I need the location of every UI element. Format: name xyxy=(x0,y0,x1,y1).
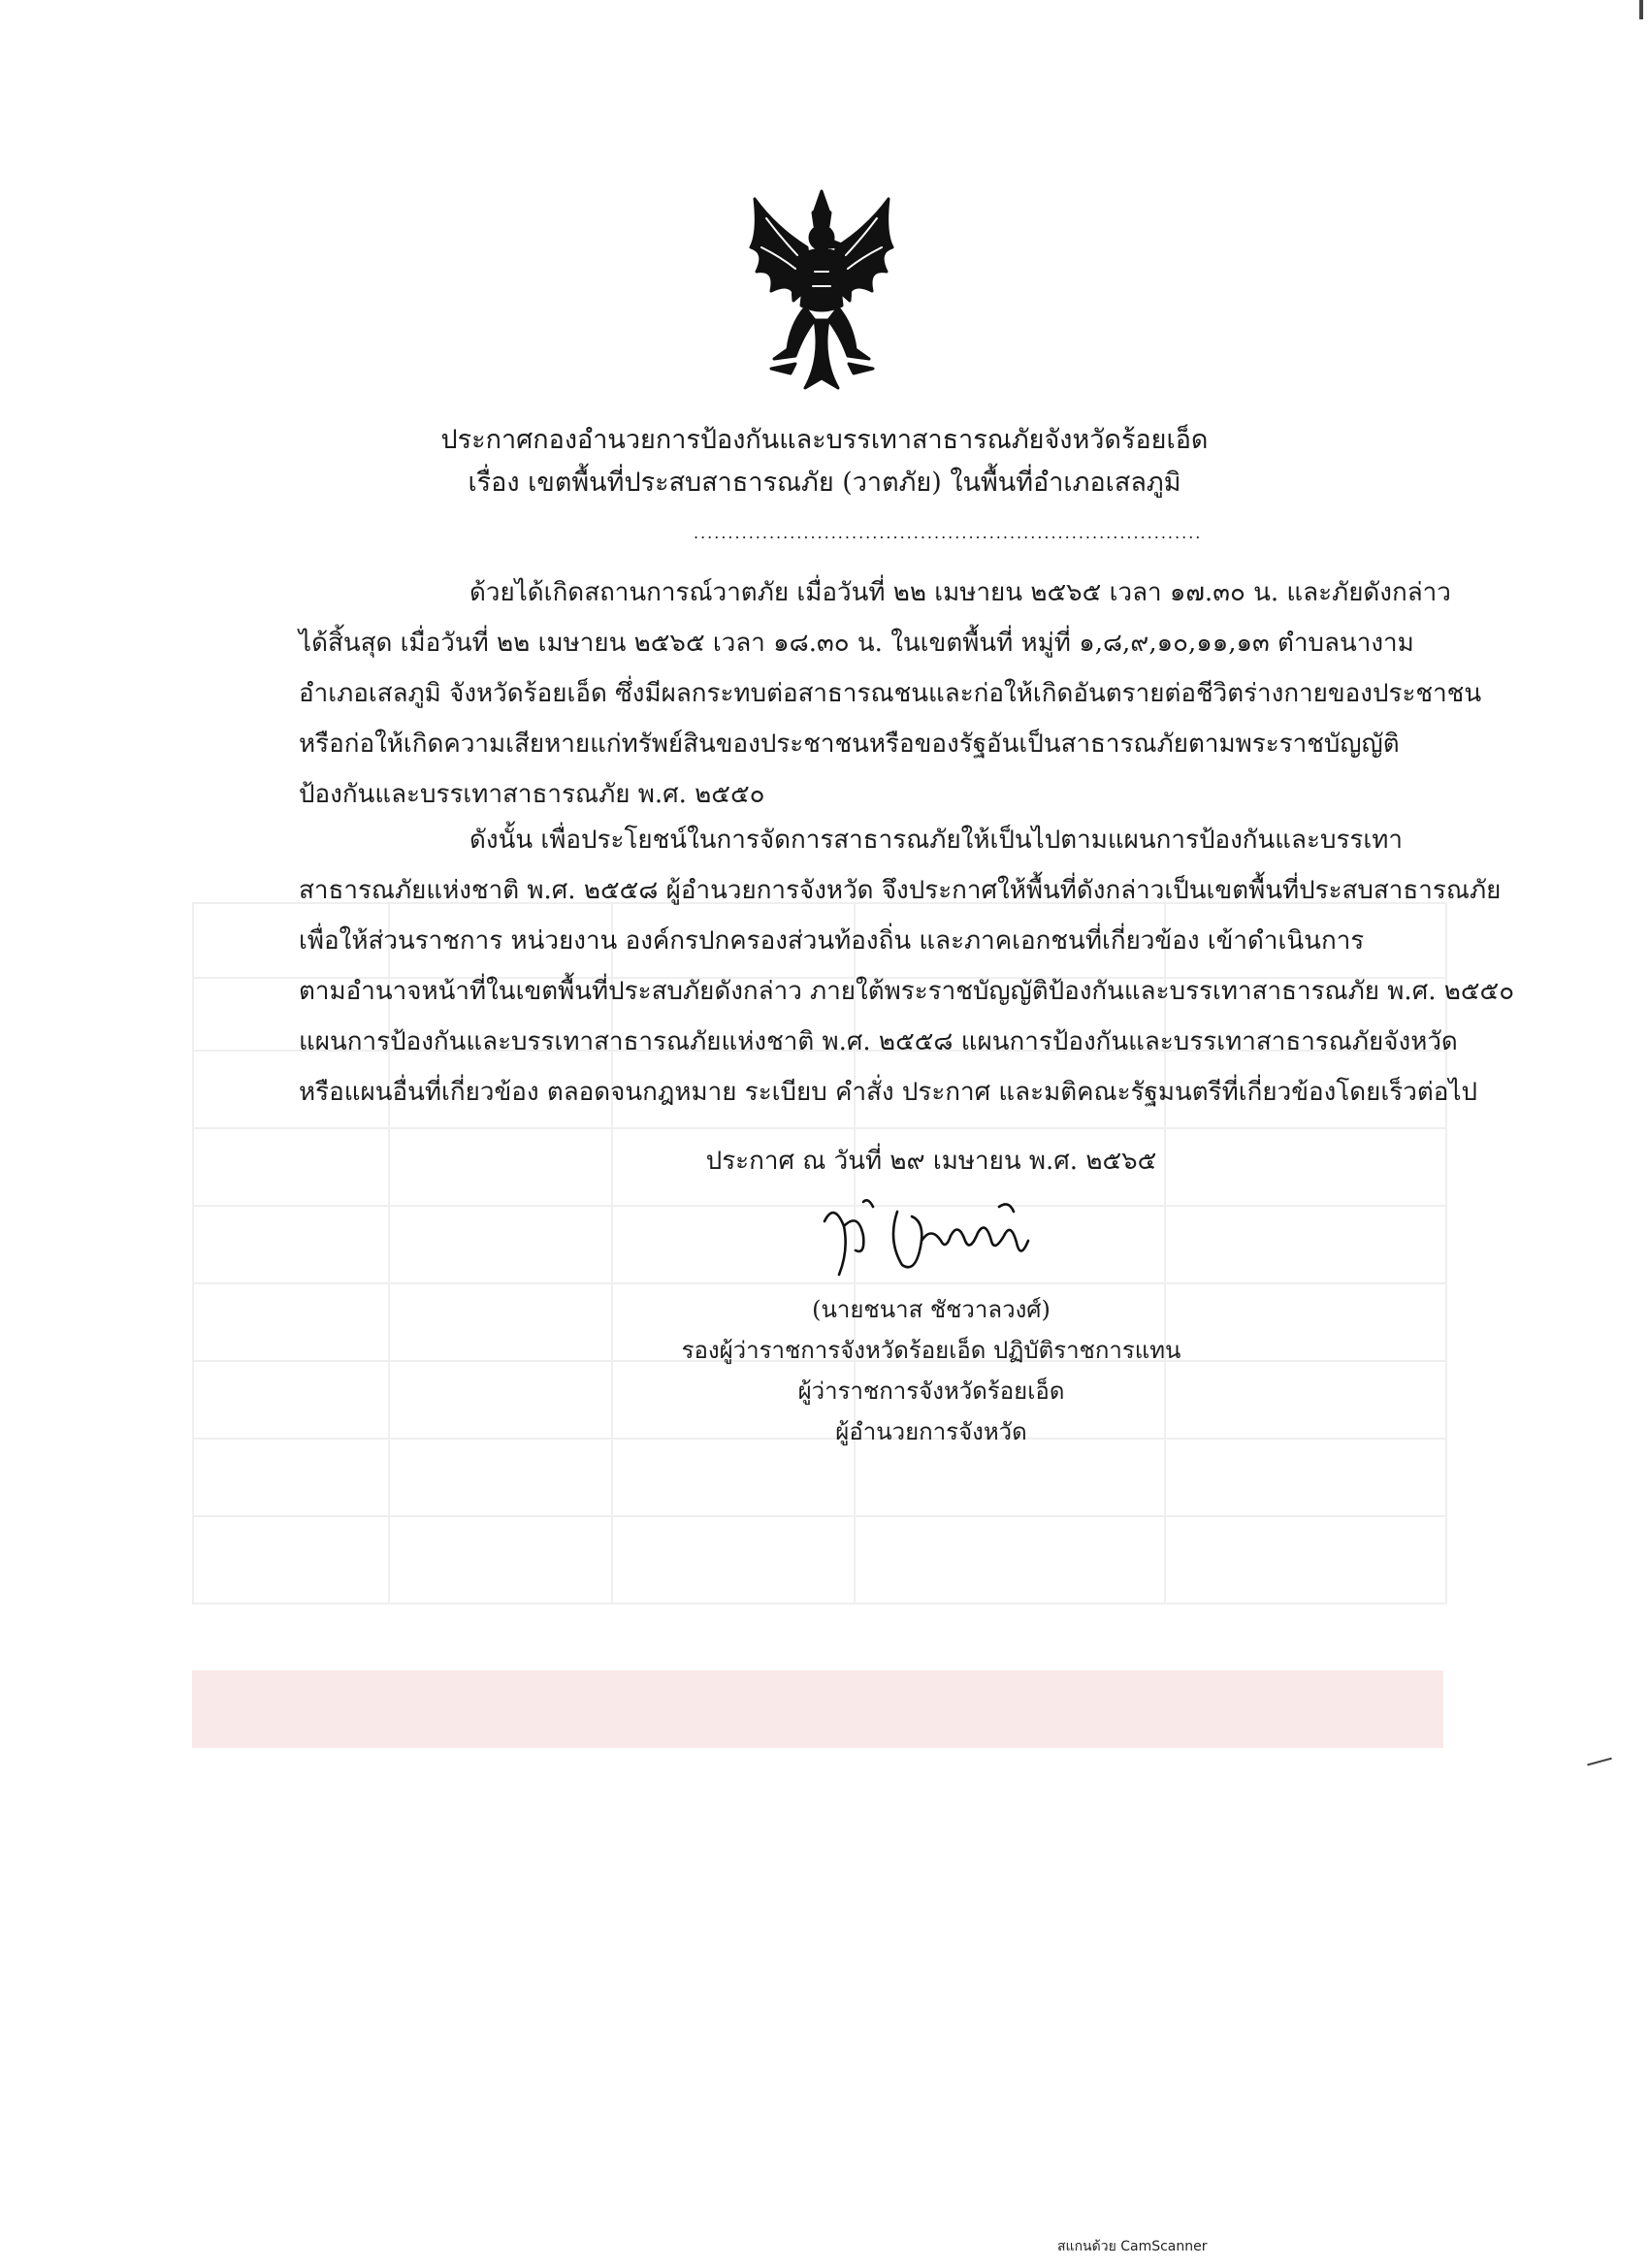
garuda-emblem-icon xyxy=(737,179,907,407)
signer-position-1: รองผู้ว่าราชการจังหวัดร้อยเอ็ด ปฏิบัติราชการแทน xyxy=(681,1337,1181,1364)
signer-name: (นายชนาส ชัชวาลวงศ์) xyxy=(812,1296,1051,1323)
scan-edge-mark xyxy=(1639,0,1643,19)
paragraph-1-line: หรือก่อให้เกิดความเสียหายแก่ทรัพย์สินของประชาชนหรือของรัฐอันเป็นสาธารณภัยตามพระราชบัญญัติ xyxy=(299,729,1400,759)
heading-separator: .......................................................................... xyxy=(694,524,1203,542)
paragraph-2-line: ตามอำนาจหน้าที่ในเขตพื้นที่ประสบภัยดังกล่าว ภายใต้พระราชบัญญัติป้องกันและบรรเทาสาธารณภัย พ.ศ. ๒๕๕๐ xyxy=(299,977,1515,1006)
paragraph-2-line: ดังนั้น เพื่อประโยชน์ในการจัดการสาธารณภัยให้เป็นไปตามแผนการป้องกันและบรรเทา xyxy=(469,826,1403,855)
paragraph-1-line: ป้องกันและบรรเทาสาธารณภัย พ.ศ. ๒๕๕๐ xyxy=(299,780,765,809)
paragraph-1-line: อำเภอเสลภูมิ จังหวัดร้อยเอ็ด ซึ่งมีผลกระทบต่อสาธารณชนและก่อให้เกิดอันตรายต่อชีวิตร่างกายของประชาชน xyxy=(299,679,1482,708)
bleed-through-band xyxy=(192,1670,1443,1748)
paragraph-2 xyxy=(299,815,1515,1118)
announce-date: ประกาศ ณ วันที่ ๒๙ เมษายน พ.ศ. ๒๕๖๕ xyxy=(705,1147,1157,1176)
signer-position-2: ผู้ว่าราชการจังหวัดร้อยเอ็ด xyxy=(797,1377,1065,1405)
paragraph-2-line: หรือแผนอื่นที่เกี่ยวข้อง ตลอดจนกฎหมาย ระเบียบ คำสั่ง ประกาศ และมติคณะรัฐมนตรีที่เกี่ยวข้องโดยเร็วต่อไป xyxy=(299,1078,1477,1107)
camscanner-label: สแกนด้วย CamScanner xyxy=(1057,2239,1208,2254)
heading-line-1: ประกาศกองอำนวยการป้องกันและบรรเทาสาธารณภัยจังหวัดร้อยเอ็ด xyxy=(440,425,1209,455)
paragraph-1-line: ด้วยได้เกิดสถานการณ์วาตภัย เมื่อวันที่ ๒๒ เมษายน ๒๕๖๕ เวลา ๑๗.๓๐ น. และภัยดังกล่าว xyxy=(469,578,1451,607)
paragraph-1 xyxy=(299,567,1482,820)
paragraph-2-line: สาธารณภัยแห่งชาติ พ.ศ. ๒๕๕๘ ผู้อำนวยการจังหวัด จึงประกาศให้พื้นที่ดังกล่าวเป็นเขตพื้นที่ประสบสาธารณภัย xyxy=(299,876,1502,905)
paragraph-1-line: ได้สิ้นสุด เมื่อวันที่ ๒๒ เมษายน ๒๕๖๕ เวลา ๑๘.๓๐ น. ในเขตพื้นที่ หมู่ที่ ๑,๘,๙,๑๐,๑๑,๑๓ ตำบลนางาม xyxy=(299,629,1414,658)
heading-line-2: เรื่อง เขตพื้นที่ประสบสาธารณภัย (วาตภัย) ในพื้นที่อำเภอเสลภูมิ xyxy=(468,468,1181,498)
signer-position-3: ผู้อำนวยการจังหวัด xyxy=(835,1418,1027,1445)
signature-block xyxy=(543,1140,1319,1452)
scan-edge-mark xyxy=(1587,1758,1612,1766)
paragraph-2-line: เพื่อให้ส่วนราชการ หน่วยงาน องค์กรปกครองส่วนท้องถิ่น และภาคเอกชนที่เกี่ยวข้อง เข้าดำเนินการ xyxy=(299,926,1365,956)
paragraph-2-line: แผนการป้องกันและบรรเทาสาธารณภัยแห่งชาติ พ.ศ. ๒๕๕๘ แผนการป้องกันและบรรเทาสาธารณภัยจังหวัด xyxy=(299,1027,1458,1056)
document-heading xyxy=(291,419,1358,504)
handwritten-signature-icon xyxy=(805,1183,1057,1289)
